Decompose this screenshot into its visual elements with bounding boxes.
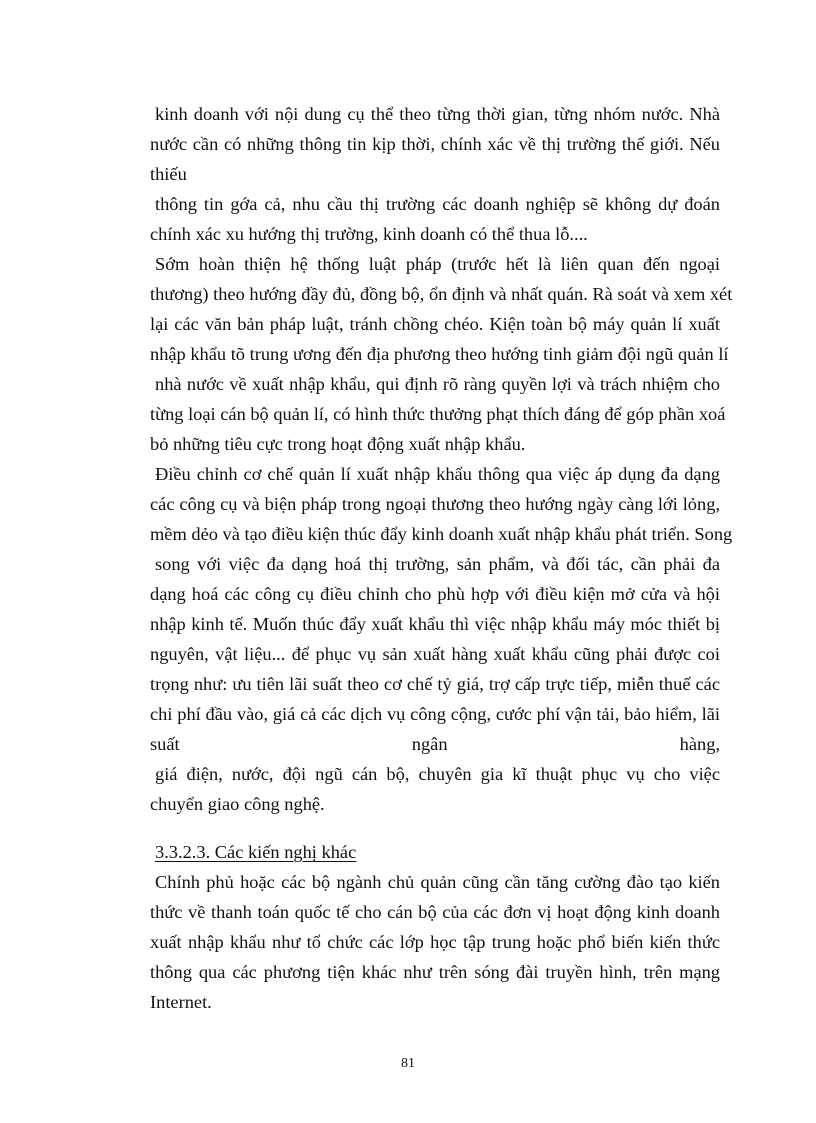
body-line: nhập kinh tế. Muốn thúc đẩy xuất khẩu thì việc nhập khẩu máy móc thiết bị	[150, 614, 720, 634]
section-line: Chính phủ hoặc các bộ ngành chủ quản cũng cần tăng cường đào tạo kiến	[155, 872, 720, 892]
body-line: nhập khẩu tõ trung ương đến địa phương theo hướng tinh giảm đội ngũ quản lí	[150, 344, 729, 364]
body-line: bỏ những tiêu cực trong hoạt động xuất nhập khẩu.	[150, 434, 526, 454]
body-line: giá điện, nước, đội ngũ cán bộ, chuyên gia kĩ thuật phục vụ cho việc	[155, 764, 720, 784]
body-line: thông tin gớa cả, nhu cầu thị trường các doanh nghiệp sẽ không dự đoán	[155, 194, 720, 214]
body-line: từng loại cán bộ quản lí, có hình thức thưởng phạt thích đáng để góp phần xoá	[150, 404, 726, 424]
body-line: lại các văn bản pháp luật, tránh chồng chéo. Kiện toàn bộ máy quản lí xuất	[150, 314, 720, 334]
section-line: Internet.	[150, 992, 212, 1012]
body-line: trọng như: ưu tiên lãi suất theo cơ chế tỷ giá, trợ cấp trực tiếp, miễn thuế các	[150, 674, 720, 694]
body-line: nguyên, vật liệu... để phục vụ sản xuất hàng xuất khẩu cũng phải được coi	[150, 644, 720, 664]
body-line: thương) theo hướng đầy đủ, đồng bộ, ổn định và nhất quán. Rà soát và xem xét	[150, 284, 733, 304]
body-line: dạng hoá các công cụ điều chỉnh cho phù hợp với điều kiện mở cửa và hội	[150, 584, 720, 604]
page-number: 81	[401, 1056, 415, 1071]
body-line: chi phí đầu vào, giá cả các dịch vụ công cộng, cước phí vận tải, bảo hiểm, lãi	[150, 704, 720, 724]
body-line: Điều chỉnh cơ chế quản lí xuất nhập khẩu thông qua việc áp dụng đa dạng	[155, 464, 720, 484]
body-line: chính xác xu hướng thị trường, kinh doanh có thể thua lỗ....	[150, 224, 588, 244]
body-line: Sớm hoàn thiện hệ thống luật pháp (trước hết là liên quan đến ngoại	[155, 254, 720, 274]
section-line: xuất nhập khẩu như tổ chức các lớp học tập trung hoặc phổ biến kiến thức	[150, 932, 720, 952]
body-line: kinh doanh với nội dung cụ thể theo từng thời gian, từng nhóm nước. Nhà	[155, 104, 720, 124]
body-line: mềm dẻo và tạo điều kiện thúc đẩy kinh doanh xuất nhập khẩu phát triển. Song	[150, 524, 733, 544]
section-line: thông qua các phương tiện khác như trên sóng đài truyền hình, trên mạng	[150, 962, 720, 982]
body-line: các công cụ và biện pháp trong ngoại thương theo hướng ngày càng lới lỏng,	[150, 494, 720, 514]
body-line: song với việc đa dạng hoá thị trường, sản phẩm, và đối tác, cần phải đa	[155, 554, 720, 574]
body-line: chuyển giao công nghệ.	[150, 794, 325, 814]
body-line: thiếu	[150, 164, 187, 184]
section-heading: 3.3.2.3. Các kiến nghị khác	[155, 842, 357, 862]
body-line: nhà nước về xuất nhập khẩu, qui định rõ ràng quyền lợi và trách nhiệm cho	[155, 374, 720, 394]
body-line: nước cần có những thông tin kịp thời, chính xác về thị trường thế giới. Nếu	[150, 134, 720, 154]
body-line: suất ngân hàng,	[150, 734, 720, 754]
section-line: thức về thanh toán quốc tế cho cán bộ của các đơn vị hoạt động kinh doanh	[150, 902, 720, 922]
